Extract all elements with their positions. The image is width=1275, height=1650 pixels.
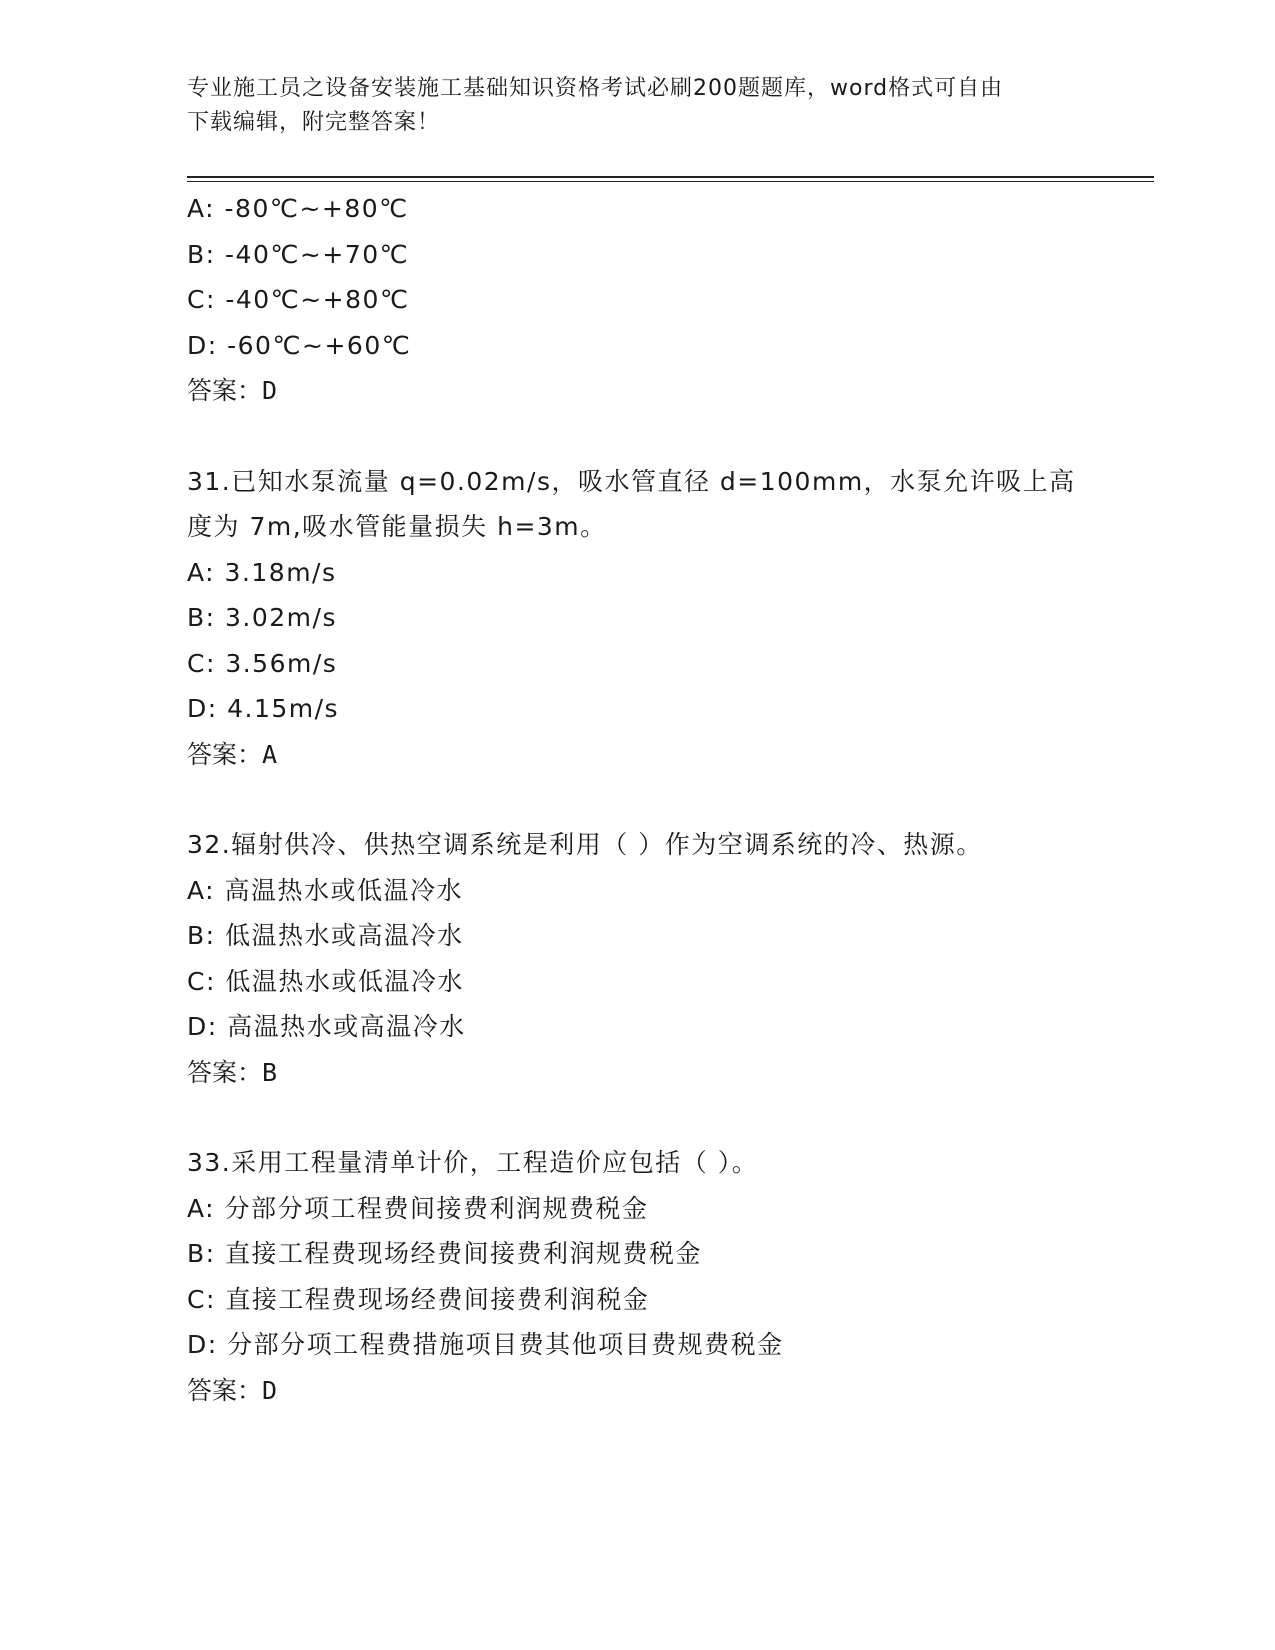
option-c: C: -40℃~+80℃ xyxy=(187,285,410,314)
question-stem: 32.辐射供冷、供热空调系统是利用（ ）作为空调系统的冷、热源。 xyxy=(187,830,983,859)
question-stem: 33.采用工程量清单计价，工程造价应包括（ ）。 xyxy=(187,1148,759,1177)
option-b: B: 3.02m/s xyxy=(187,603,337,632)
option-b: B: -40℃~+70℃ xyxy=(187,239,410,269)
question-31 xyxy=(187,459,1147,778)
option-a: A: 3.18m/s xyxy=(187,557,337,587)
question-list xyxy=(187,186,1147,1413)
option-a: A: -80℃~+80℃ xyxy=(187,194,409,223)
question-stem-cont: 度为 7m,吸水管能量损失 h=3m。 xyxy=(187,512,607,541)
question-32 xyxy=(187,822,1147,1095)
question-30 xyxy=(187,186,1147,414)
header-divider xyxy=(187,176,1154,182)
answer-text: 答案：A xyxy=(187,739,278,769)
option-b: B: 低温热水或高温冷水 xyxy=(187,921,464,950)
option-c: C: 直接工程费现场经费间接费利润税金 xyxy=(187,1284,650,1314)
option-d: D: 高温热水或高温冷水 xyxy=(187,1012,466,1041)
option-a: A: 高温热水或低温冷水 xyxy=(187,875,464,905)
answer-text: 答案：D xyxy=(187,376,278,405)
option-a: A: 分部分项工程费间接费利润规费税金 xyxy=(187,1193,649,1223)
spacer xyxy=(187,777,1147,822)
option-c: C: 低温热水或低温冷水 xyxy=(187,966,464,996)
header-line-2: 下载编辑，附完整答案！ xyxy=(187,110,441,135)
option-b: B: 直接工程费现场经费间接费利润规费税金 xyxy=(187,1239,703,1268)
document-header xyxy=(187,72,1067,140)
option-d: D: -60℃~+60℃ xyxy=(187,330,412,360)
header-line-1: 专业施工员之设备安装施工基础知识资格考试必刷200题题库，word格式可自由 xyxy=(187,76,1004,101)
question-stem: 31.已知水泵流量 q=0.02m/s，吸水管直径 d=100mm，水泵允许吸上高 xyxy=(187,466,1076,496)
spacer xyxy=(187,414,1147,459)
option-c: C: 3.56m/s xyxy=(187,648,338,678)
option-d: D: 分部分项工程费措施项目费其他项目费规费税金 xyxy=(187,1330,784,1359)
option-d: D: 4.15m/s xyxy=(187,694,340,723)
answer-text: 答案：B xyxy=(187,1057,278,1087)
spacer xyxy=(187,1095,1147,1140)
question-33 xyxy=(187,1140,1147,1413)
answer-text: 答案：D xyxy=(187,1375,278,1405)
